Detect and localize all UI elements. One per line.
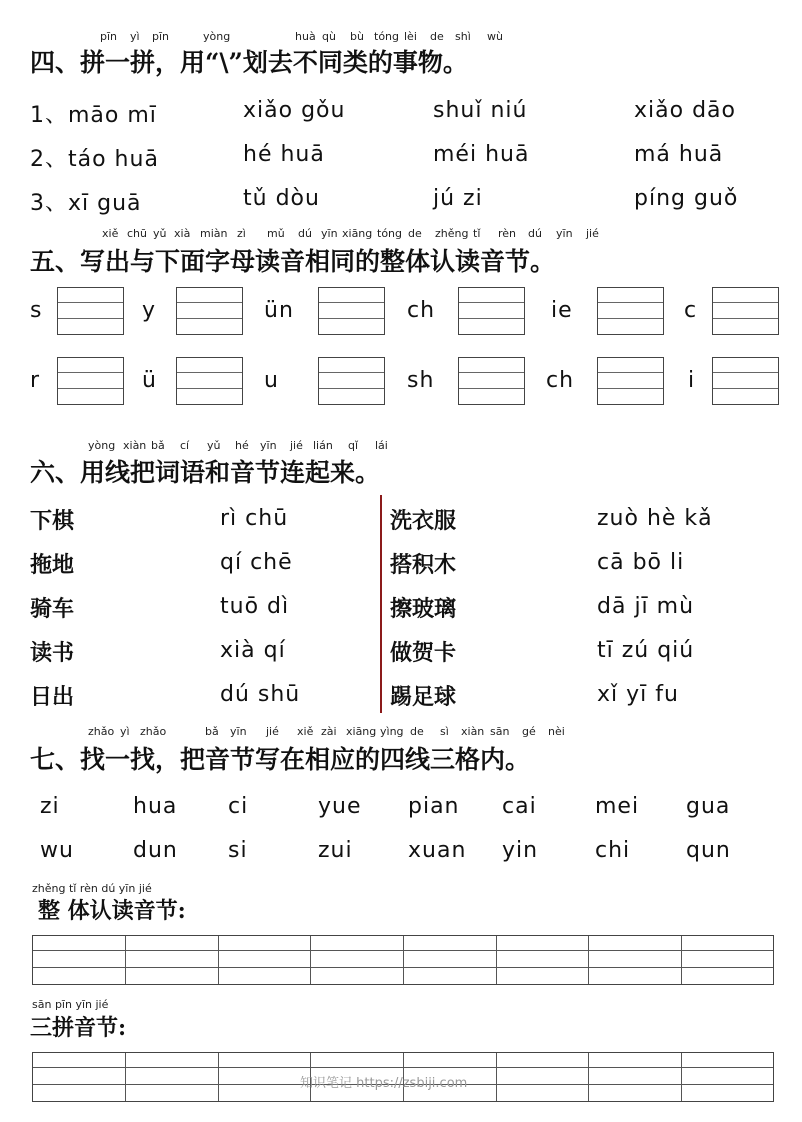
pinyin-annotation: nèi [548,725,565,738]
pinyin-annotation: yīn [556,227,573,240]
letter-label: ch [546,368,575,393]
section-4-title: 四、拼一拼，用“\”划去不同类的事物。 [30,48,468,77]
word-item: 拖地 [30,552,75,578]
pinyin-annotation: jié [290,439,303,452]
s4-item: píng guǒ [634,186,739,211]
syllable-item: gua [686,794,731,819]
pinyin-annotation: zhěng [435,227,469,240]
syllable-item: cai [502,794,537,819]
writing-grid[interactable] [712,287,779,335]
s4-item: 1、māo mī [30,103,157,128]
writing-grid[interactable] [597,287,664,335]
s4-item: jú zi [433,186,483,211]
syllable-item: yin [502,838,539,863]
syllable-item: xuan [408,838,467,863]
pinyin-annotation: xiě [102,227,119,240]
writing-grid[interactable] [712,357,779,405]
pinyin-annotation: zì [237,227,246,240]
s4-item: hé huā [243,142,325,167]
pinyin-annotation: dú [298,227,312,240]
pinyin-annotation: jié [266,725,279,738]
syllable-item: dun [133,838,178,863]
writing-sheet-whole-syllables[interactable] [32,935,774,985]
word-item: 做贺卡 [390,640,457,666]
syllable-item: zuò hè kǎ [597,506,713,531]
s4-item: 3、xī guā [30,191,142,216]
s4-item: tǔ dòu [243,186,320,211]
pinyin-annotation: zhǎo [140,725,167,738]
pinyin-annotation: tǐ [473,227,481,240]
section-7-title: 七、找一找，把音节写在相应的四线三格内。 [30,745,531,774]
pinyin-annotation: yòng [88,439,116,452]
pinyin-annotation: xiāng [346,725,377,738]
s4-item: xiǎo gǒu [243,98,346,123]
pinyin-annotation: xiàn [461,725,485,738]
syllable-item: tī zú qiú [597,638,695,663]
syllable-item: xǐ yī fu [597,682,679,707]
syllable-item: qí chē [220,550,293,575]
label-pinyin: sān pīn yīn jié [32,998,109,1011]
pinyin-annotation: qù [322,30,336,43]
pinyin-annotation: miàn [200,227,228,240]
pinyin-annotation: yǔ [207,439,221,452]
syllable-item: hua [133,794,178,819]
letter-label: u [264,368,279,393]
pinyin-annotation: cí [180,439,190,452]
letter-label: i [688,368,696,393]
watermark: 知识笔记 https://zsbiji.com [300,1076,468,1091]
label-pinyin: zhěng tǐ rèn dú yīn jié [32,882,152,895]
pinyin-annotation: tóng [377,227,402,240]
pinyin-annotation: jié [586,227,599,240]
pinyin-annotation: bǎ [151,439,165,452]
pinyin-annotation: yìng [380,725,404,738]
pinyin-annotation: pīn [152,30,170,43]
pinyin-annotation: sān [490,725,510,738]
pinyin-annotation: rèn [498,227,517,240]
writing-grid[interactable] [458,287,525,335]
word-item: 骑车 [30,596,75,622]
writing-grid[interactable] [57,287,124,335]
pinyin-annotation: xiě [297,725,314,738]
letter-label: c [684,298,698,323]
pinyin-annotation: yòng [203,30,231,43]
pinyin-annotation: yīn [321,227,338,240]
section-6-title: 六、用线把词语和音节连起来。 [30,458,381,487]
pinyin-annotation: yǔ [153,227,167,240]
pinyin-annotation: zhǎo [88,725,115,738]
syllable-item: ci [228,794,249,819]
pinyin-annotation: gé [522,725,536,738]
s4-item: 2、táo huā [30,147,159,172]
writing-grid[interactable] [318,357,385,405]
word-item: 洗衣服 [390,508,457,534]
pinyin-annotation: wù [487,30,503,43]
syllable-item: wu [40,838,74,863]
pinyin-annotation: zài [321,725,337,738]
pinyin-annotation: xià [174,227,191,240]
pinyin-annotation: lèi [404,30,417,43]
letter-label: s [30,298,43,323]
writing-grid[interactable] [176,357,243,405]
syllable-item: dú shū [220,682,301,707]
label-whole-syllables: 整 体认读音节: [38,898,186,924]
writing-grid[interactable] [458,357,525,405]
pinyin-annotation: yīn [260,439,277,452]
letter-label: r [30,368,41,393]
pinyin-annotation: de [408,227,422,240]
syllable-item: pian [408,794,460,819]
writing-grid[interactable] [57,357,124,405]
syllable-item: qun [686,838,731,863]
pinyin-annotation: tóng [374,30,399,43]
word-item: 日出 [30,684,75,710]
pinyin-annotation: yì [120,725,130,738]
syllable-item: yue [318,794,362,819]
pinyin-annotation: shì [455,30,471,43]
pinyin-annotation: dú [528,227,542,240]
pinyin-annotation: xiāng [342,227,373,240]
syllable-item: cā bō li [597,550,685,575]
word-item: 搭积木 [390,552,457,578]
syllable-item: zi [40,794,60,819]
pinyin-annotation: lián [313,439,333,452]
divider-line [380,495,382,713]
syllable-item: dā jī mù [597,594,695,619]
pinyin-annotation: de [410,725,424,738]
syllable-item: chi [595,838,631,863]
pinyin-annotation: bǎ [205,725,219,738]
label-triple-syllables: 三拼音节: [30,1015,127,1041]
pinyin-annotation: pīn [100,30,118,43]
word-item: 擦玻璃 [390,596,457,622]
pinyin-annotation: hé [235,439,249,452]
s4-item: méi huā [433,142,530,167]
syllable-item: zui [318,838,353,863]
syllable-item: rì chū [220,506,289,531]
pinyin-annotation: yīn [230,725,247,738]
pinyin-annotation: de [430,30,444,43]
letter-label: sh [407,368,435,393]
s4-item: má huā [634,142,724,167]
letter-label: y [142,298,157,323]
pinyin-annotation: chū [127,227,147,240]
pinyin-annotation: xiàn [123,439,147,452]
pinyin-annotation: bù [350,30,364,43]
letter-label: ü [142,368,157,393]
letter-label: ch [407,298,436,323]
syllable-item: mei [595,794,640,819]
word-item: 下棋 [30,508,75,534]
syllable-item: tuō dì [220,594,290,619]
writing-grid[interactable] [318,287,385,335]
syllable-item: si [228,838,248,863]
pinyin-annotation: yì [130,30,140,43]
writing-grid[interactable] [176,287,243,335]
s4-item: shuǐ niú [433,98,528,123]
syllable-item: xià qí [220,638,286,663]
word-item: 踢足球 [390,684,457,710]
s4-item: xiǎo dāo [634,98,736,123]
pinyin-annotation: mǔ [267,227,285,240]
section-5-title: 五、写出与下面字母读音相同的整体认读音节。 [30,247,556,276]
pinyin-annotation: lái [375,439,388,452]
letter-label: ün [264,298,294,323]
pinyin-annotation: huà [295,30,316,43]
word-item: 读书 [30,640,75,666]
letter-label: ie [551,298,573,323]
pinyin-annotation: sì [440,725,449,738]
writing-grid[interactable] [597,357,664,405]
pinyin-annotation: qǐ [348,439,359,452]
